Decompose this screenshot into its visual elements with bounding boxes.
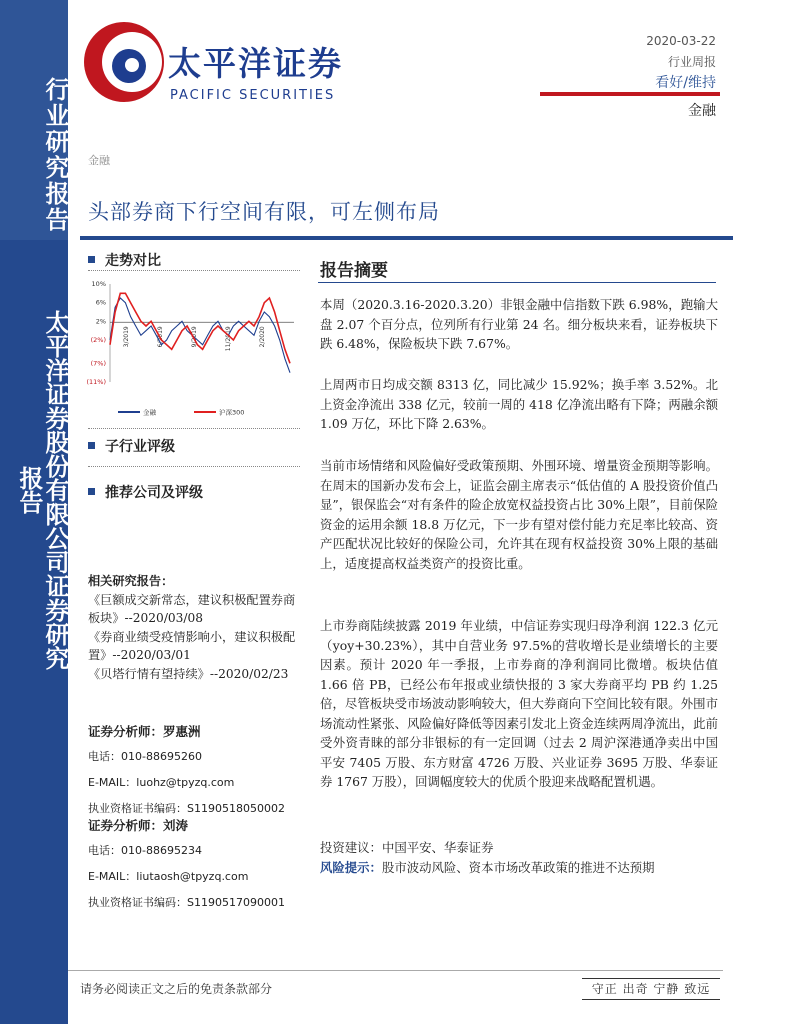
analyst-name: 证券分析师：罗惠洲 [88, 724, 201, 739]
header-red-bar [540, 92, 720, 96]
analyst-phone: 电话：010-88695260 [88, 750, 202, 763]
title-rule [80, 236, 733, 240]
sector-label: 金融 [88, 154, 110, 167]
investment-advice: 投资建议：中国平安、华泰证券 [320, 840, 494, 855]
summary-paragraph: 上周两市日均成交额 8313 亿，同比减少 15.92%；换手率 3.52%。北上资金净流出 338 亿元，较前一周的 418 亿净流出略有下降；两融余额 1.09 万亿，环比下降 2.63%。 [320, 377, 718, 431]
left-sidebar [0, 0, 68, 1024]
related-report-link[interactable]: 《巨额成交新常态，建议积极配置券商板块》--2020/03/08 [88, 592, 296, 626]
related-report-link[interactable]: 《贝塔行情有望持续》--2020/02/23 [88, 666, 289, 681]
summary-rule [318, 282, 716, 283]
report-title: 头部券商下行空间有限，可左侧布局 [88, 200, 440, 224]
summary-paragraph: 当前市场情绪和风险偏好受政策预期、外围环境、增量资金预期等影响。在周末的国新办发布会上，证监会副主席表示“低估值的 A 股投资价值凸显”，银保监会“对有条件的险企放宽权益投资占比 30%上限”，目前保险资金的运用余额 18.8 万亿元，下一步有望对偿付能力充足率比较高、资产匹配状况比较好的保险公司，允许其在现有权益投资 30%上限的基础上，适度提高权益类资产的投资比重。 [320, 458, 718, 571]
x-tick-label: 6/2019 [157, 326, 164, 348]
company-motto: 守正 出奇 宁静 致远 [582, 978, 720, 1000]
section-divider [88, 466, 300, 467]
analyst-email[interactable]: E-MAIL：liutaosh@tpyzq.com [88, 870, 249, 883]
x-tick-label: 3/2019 [123, 326, 130, 348]
logo-chinese-name: 太平洋证券 [168, 44, 343, 83]
section-square-icon [88, 442, 95, 449]
y-tick-label: (11%) [86, 378, 106, 386]
industry-rating: 看好/维持 [655, 75, 716, 91]
summary-title: 报告摘要 [320, 261, 388, 281]
x-tick-label: 11/2019 [225, 326, 232, 352]
risk-text: 股市波动风险、资本市场改革政策的推进不达预期 [381, 860, 655, 875]
recommended-companies-heading: 推荐公司及评级 [88, 482, 203, 502]
risk-label: 风险提示： [320, 860, 382, 875]
logo-english-name: PACIFIC SECURITIES [170, 88, 336, 103]
sidebar-company-name: 太平洋证券股份有限公司证券研究报告 [15, 310, 70, 670]
sub-industry-rating-heading: 子行业评级 [88, 436, 175, 456]
analyst-cert: 执业资格证书编码：S1190517090001 [88, 896, 285, 909]
risk-warning [320, 858, 718, 877]
y-tick-label: (7%) [90, 359, 106, 368]
section-square-icon [88, 256, 95, 263]
footer-rule [68, 970, 723, 971]
y-tick-label: 10% [91, 280, 106, 288]
y-tick-label: 6% [95, 298, 106, 307]
x-tick-label: 2/2020 [259, 326, 266, 348]
legend-label: 沪深300 [219, 408, 245, 417]
y-tick-label: (2%) [90, 336, 106, 344]
x-tick-label: 9/2019 [191, 326, 198, 348]
analyst-card [88, 816, 308, 910]
section-divider [88, 428, 300, 429]
legend-label: 金融 [143, 408, 156, 417]
report-date: 2020-03-22 [646, 34, 716, 48]
analyst-card [88, 722, 308, 816]
header-sector: 金融 [688, 103, 716, 119]
trend-section-heading: 走势对比 [88, 250, 161, 270]
section-square-icon [88, 488, 95, 495]
related-reports-heading: 相关研究报告： [88, 574, 174, 588]
analyst-phone: 电话：010-88695234 [88, 844, 202, 857]
section-divider [88, 270, 300, 271]
trend-chart [84, 276, 304, 426]
summary-paragraph: 上市券商陆续披露 2019 年业绩，中信证券实现归母净利润 122.3 亿元（yoy+30.23%），其中自营业务 97.5%的营收增长是业绩增长的主要因素。预计 2020 年一季报，上市券商的净利润同比微增。板块估值 1.66 倍 PB，已经公布年报或业绩快报的 3 家大券商平均 PB 约 1.25 倍，尽管板块受市场波动影响较大，但大券商向下空间比较有限。外围市场流动性紧张、风险偏好降低等因素引发北上资金连续两周净流出，此前受外资青睐的部分非银标的有一定回调（过去 2 周沪深港通净卖出中国平安 7405 万股、东方财富 4726 万股、兴业证券 3695 万股、华泰证券 1767 万股），回调幅度较大的优质个股迎来战略配置机遇。 [320, 618, 718, 789]
disclaimer-note: 请务必阅读正文之后的免责条款部分 [80, 982, 273, 996]
analyst-cert: 执业资格证书编码：S1190518050002 [88, 802, 285, 815]
related-reports [88, 572, 300, 684]
sidebar-report-category: 行业研究报告 [41, 77, 70, 233]
report-type: 行业周报 [667, 55, 716, 69]
related-report-link[interactable]: 《券商业绩受疫情影响小，建议积极配置》--2020/03/01 [88, 629, 296, 663]
summary-paragraph: 本周（2020.3.16-2020.3.20）非银金融中信指数下跌 6.98%，跑输大盘 2.07 个百分点，位列所有行业第 24 名。细分板块来看，证券板块下跌 6.48%，保险板块下跌 7.67%。 [320, 297, 718, 351]
y-tick-label: 2% [95, 317, 106, 326]
analyst-email[interactable]: E-MAIL：luohz@tpyzq.com [88, 776, 235, 789]
analyst-name: 证券分析师：刘涛 [88, 818, 189, 833]
